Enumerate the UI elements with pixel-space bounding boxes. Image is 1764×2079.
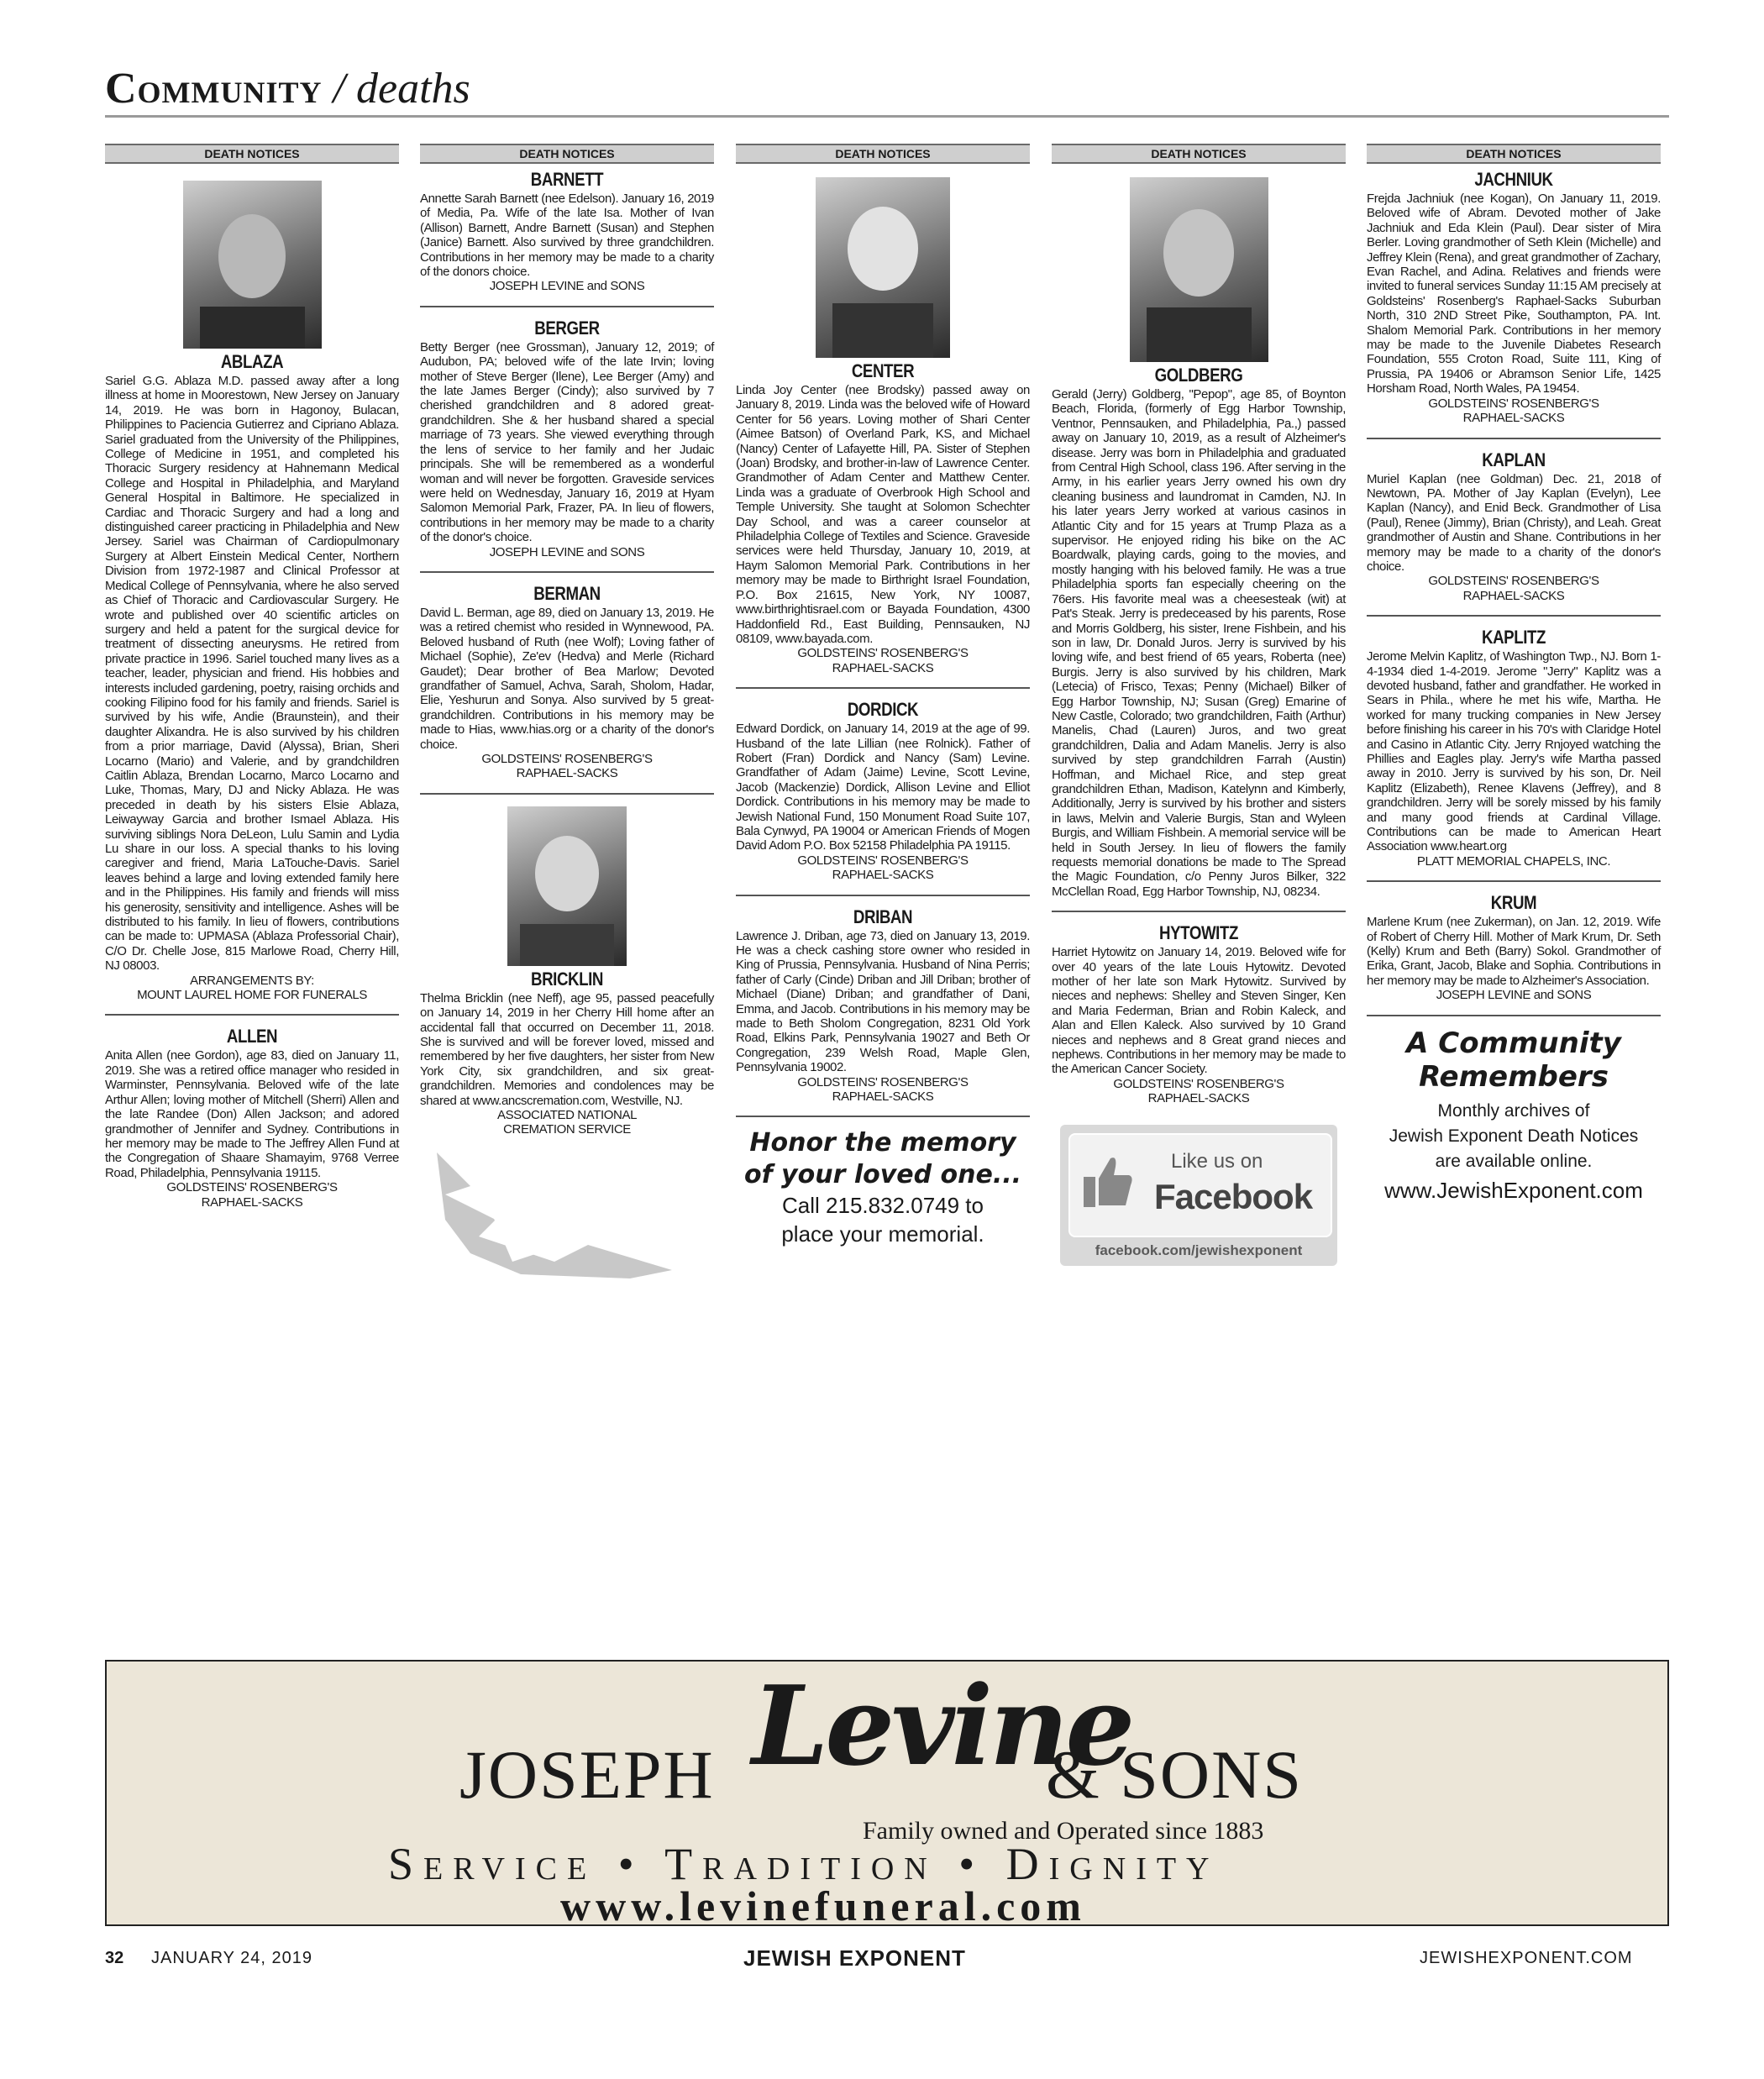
ablaza-photo xyxy=(183,181,322,349)
divider xyxy=(1367,438,1661,439)
obit-funeral-home: MOUNT LAUREL HOME FOR FUNERALS xyxy=(137,988,367,1003)
divider xyxy=(420,793,714,795)
section-slash: / xyxy=(333,65,345,113)
ad-levine-logo: Levine xyxy=(752,1662,1132,1790)
honor-memory-promo xyxy=(736,1127,1030,1248)
section-subtitle: deaths xyxy=(355,65,470,113)
obit-funeral-home: GOLDSTEINS' ROSENBERG'S xyxy=(166,1180,338,1195)
column-4 xyxy=(1052,144,1346,1266)
facebook-wordmark: Facebook xyxy=(1154,1176,1313,1216)
obit-text-ablaza: Sariel G.G. Ablaza M.D. passed away after a long illness at home in Moorestown, New Jersey on January 14, 2019. He was born in Hagonoy, Bulacan, Philippines to Paciencia Gutierrez and Cipriano Ablaza. Sariel graduated from the University of the Philippines, College of Medicine in 1951, and completed his Thoracic Surgery residency at Hahnemann Medical College and Hospital in Philadelphia, and Maryland General Hospital in Baltimore. He specialized in Cardiac and Thoracic Surgery and had a long and distinguished career practicing in Philadelphia and New Jersey. Sariel was Chairman of Cardiopulmonary Surgery at Albert Einstein Medical Center, Northern Division from 1972-1987 and Clinical Professor at Medical College of Pennsylvania, where he also served as Chief of Thoracic and Cardiovascular Surgery. He wrote and published over 40 scientific articles on surgery and held a patent for the surgical device for treatment of dissecting aneurysms. He retired from private practice in 1996. Sariel touched many lives as a teacher, leader, physician and friend. His hobbies and interests included gardening, poetry, raising orchids and cooking Filipino food for his family and friends. Sariel is survived by his wife, Andie (Braunstein), and their daughter Alixandra. He is also survived by his children from a prior marriage, David (Alyssa), Brian, Sheri Locarno (Mario) and Valerie, and by grandchildren Caitlin Ablaza, Brendan Locarno, Marco Locarno and Luke, Thomas, Mary, DJ and Nicky Ablaza. He was preceded in death by his sisters Elsie Ablaza, Leiwayway Garcia and brother Ismael Ablaza. His surviving siblings Nora DeLeon, Lulu Samin and Lydia Lu share in our loss. A special thanks to his loving caregiver and friend, Maria LaTouche-Davis. Sariel leaves behind a large and loving extended family here and in the Philippines. His family and friends will miss his generosity, sensitivity and intelligence. Ashes will be distributed to his family. In lieu of flowers, contributions can be made to: UPMASA (Ablaza Professorial Chair), C/O Dr. Chelle Jose, 815 Marlowe Road, Cherry Hill, NJ 08003. xyxy=(105,374,399,974)
remembers-text: Monthly archives of xyxy=(1437,1100,1590,1121)
facebook-like-text: Like us on xyxy=(1171,1149,1263,1173)
remembers-title: Remembers xyxy=(1419,1059,1609,1094)
obit-funeral-home: RAPHAEL-SACKS xyxy=(201,1194,303,1210)
center-photo xyxy=(816,177,950,358)
obit-text-dordick: Edward Dordick, on January 14, 2019 at the age of 99. Husband of the late Lillian (nee Rolnick). Father of Robert (Fran) Dordick and Nancy (Sam) Levine. Grandfather of Adam (Jaime) Levine, Scott Levine, Jacob (Mackenzie) Dordick, Allison Levine and Elliot Dordick. Contributions in his memory may be made to Jewish National Fund, 150 Monument Road Suite 107, Bala Cynwyd, PA 19004 or American Friends of Mogen David Adom P.O. Box 52158 Philadelphia PA 19115. xyxy=(736,722,1030,853)
obit-text-kaplitz: Jerome Melvin Kaplitz, of Washington Twp., NJ. Born 1-4-1934 died 1-4-2019. Jerome "Jerry" Kaplitz was a devoted husband, father and grandfather. He worked in Sears in Phila., where he met his wife, Martha. He worked for many trucking companies in New Jersey before finishing his career in his 70's with Claridge Hotel and Casino in Atlantic City. Jerry Rnjoyed watching the Phillies and Eagles play. Jerry's wife Martha passed away in 2010. Jerry is survived by his son, Dr. Neil Kaplitz (Elizabeth), Renee Klavens (Jeffrey), and 8 grandchildren. Jerry will be sorely missed by his family and many good friends at Cardinal Village. Contributions can be made to American Heart Association www.heart.org xyxy=(1367,649,1661,854)
obit-funeral-home: JOSEPH LEVINE and SONS xyxy=(489,279,645,294)
obit-name-jachniuk: JACHNIUK xyxy=(1474,169,1553,190)
obit-name-barnett: BARNETT xyxy=(530,169,604,190)
obit-funeral-home: GOLDSTEINS' ROSENBERG'S xyxy=(797,853,969,868)
facebook-panel xyxy=(1068,1133,1332,1237)
divider xyxy=(736,687,1030,689)
obit-funeral-home: GOLDSTEINS' ROSENBERG'S xyxy=(1428,574,1599,589)
issue-date: JANUARY 24, 2019 xyxy=(151,1949,313,1967)
obit-funeral-home: GOLDSTEINS' ROSENBERG'S xyxy=(797,646,969,661)
obit-text-berman: David L. Berman, age 89, died on January 13, 2019. He was a retired chemist who resided in Wynnewood, PA. Beloved husband of Ruth (nee Wolf); Loving father of Michael (Sophie), Ze'ev (Hedva) and Merle (Richard Gaudet); Dear brother of Bea Marlow; Devoted grandfather of Samuel, Achva, Sarah, Sholom, Hadar, Elie, Yeshurun and Sonya. Also survived by 5 great-grandchildren. Contributions in his memory may be made to Hias, www.hias.org or a charity of the donor's choice. xyxy=(420,605,714,752)
column-header: DEATH NOTICES xyxy=(1367,144,1661,164)
divider xyxy=(105,1014,399,1016)
obit-funeral-home: GOLDSTEINS' ROSENBERG'S xyxy=(1113,1076,1284,1091)
divider xyxy=(420,306,714,307)
levine-funeral-ad xyxy=(105,1660,1669,1929)
obit-name-ablaza: ABLAZA xyxy=(220,351,284,372)
obit-funeral-home: JOSEPH LEVINE and SONS xyxy=(489,544,645,559)
ad-sons: & SONS xyxy=(1046,1736,1303,1813)
obit-text-driban: Lawrence J. Driban, age 73, died on January 13, 2019. He was a check cashing store owner who resided in King of Prussia, Pennsylvania. Husband of Nina Perris; father of Carly (Cinde) Driban and Jill Driban; brother of Michael (Diane) Driban; and grandfather of Dani, Emma, and Jacob. Contributions in his memory may be made to Beth Sholom Congregation, 8231 Old York Road, Elkins Park, Pennsylvania 19027 and Beth Or Congregation, 239 Welsh Road, Maple Glen, Pennsylvania 19002. xyxy=(736,928,1030,1075)
obit-name-kaplan: KAPLAN xyxy=(1482,449,1546,470)
obit-funeral-home: RAPHAEL-SACKS xyxy=(1462,411,1565,426)
divider xyxy=(1367,880,1661,882)
obit-funeral-home: RAPHAEL-SACKS xyxy=(832,660,934,675)
column-2 xyxy=(420,144,714,1287)
honor-headline: of your loved one... xyxy=(743,1160,1022,1190)
remembers-text: Jewish Exponent Death Notices xyxy=(1389,1126,1639,1146)
obit-text-kaplan: Muriel Kaplan (nee Goldman) Dec. 21, 2018 of Newtown, PA. Mother of Jay Kaplan (Evelyn), Lee Kaplan (Nancy), and Enid Beck. Grandmother of Lisa (Paul), Renee (Jimmy), Brian (Christy), and Leah. Great grandmother of Austin and Shane. Contributions in her memory may be made to a charity of the donor's choice. xyxy=(1367,471,1661,574)
ad-since: Family owned and Operated since 1883 xyxy=(863,1817,1264,1845)
honor-phone: Call 215.832.0749 to xyxy=(782,1193,984,1219)
obit-funeral-home: GOLDSTEINS' ROSENBERG'S xyxy=(1428,396,1599,411)
obit-funeral-home: RAPHAEL-SACKS xyxy=(832,1089,934,1105)
column-header: DEATH NOTICES xyxy=(420,144,714,164)
section-title: Community xyxy=(105,65,323,113)
honor-text: place your memorial. xyxy=(781,1221,984,1247)
facebook-promo[interactable] xyxy=(1060,1125,1337,1266)
obit-name-center: CENTER xyxy=(851,360,915,381)
remembers-title: A Community xyxy=(1406,1026,1621,1060)
obit-funeral-home: RAPHAEL-SACKS xyxy=(1147,1091,1250,1106)
column-header: DEATH NOTICES xyxy=(105,144,399,164)
column-1 xyxy=(105,144,399,1210)
column-header: DEATH NOTICES xyxy=(736,144,1030,164)
divider xyxy=(1367,615,1661,617)
bricklin-photo xyxy=(507,806,627,966)
column-5 xyxy=(1367,144,1661,1206)
obit-name-allen: ALLEN xyxy=(226,1026,278,1047)
page-number: 32 xyxy=(105,1949,124,1967)
obit-name-bricklin: BRICKLIN xyxy=(531,968,603,990)
obit-text-krum: Marlene Krum (nee Zukerman), on Jan. 12, 2019. Wife of Robert of Cherry Hill. Mother of Mark Krum, Dr. Seth (Kelly) Krum and Beth (Barry) Sokol. Grandmother of Erika, Grant, Jacob, Blake and Sophia. Contributions in her memory may be made to Alzheimer's Association. xyxy=(1367,915,1661,988)
section-header xyxy=(105,64,470,113)
remembers-text: are available online. xyxy=(1435,1151,1593,1171)
remembers-url[interactable]: www.JewishExponent.com xyxy=(1384,1177,1643,1203)
obit-funeral-home: RAPHAEL-SACKS xyxy=(516,766,618,781)
obit-text-berger: Betty Berger (nee Grossman), January 12, 2019; of Audubon, PA; beloved wife of the late Irvin; loving mother of Steve Berger (Ilene), Lee Berger (Amy) and the late James Berger (Cindy); also survived by 7 cherished grandchildren and 8 adored great-grandchildren. She & her husband shared a special marriage of 73 years. She viewed everything through the lens of service to her family and her Judaic principals. She will be remembered as a wonderful woman and will never be forgotten. Graveside services were held on Wednesday, January 16, 2019 at Hyam Salomon Memorial Park, Frazer, PA. In lieu of flowers, contributions in her memory may be made to a charity of the donor's choice. xyxy=(420,339,714,545)
obit-name-kaplitz: KAPLITZ xyxy=(1482,627,1546,648)
obit-text-bricklin: Thelma Bricklin (nee Neff), age 95, passed peacefully on January 14, 2019 in her Cherry Hill home after an accidental fall that occurred on December 11, 2018. She is survived and will be forever loved, missed and remembered by her five daughters, her sister from New York City, six grandchildren, and six great-grandchildren. Memories and condolences may be shared at www.ancscremation.com, Westville, NJ. xyxy=(420,990,714,1108)
column-3 xyxy=(736,144,1030,1248)
obit-text-goldberg: Gerald (Jerry) Goldberg, "Pepop", age 85, of Boynton Beach, Florida, (formerly of Egg Harbor Township, Ventnor, Pennsauken, and Philadelphia, Pa.,) passed away on January 10, 2019, as a result of Alzheimer's disease. Jerry was born in Philadelphia and graduated from Central High School, class 196. After serving in the Army, in his earlier years Jerry owned his own dry cleaning business and laundromat in Camden, NJ. In his later years Jerry worked at various casinos in Atlantic City and for 15 years at Trump Plaza as a supervisor. He enjoyed riding his bike on the AC Boardwalk, playing cards, going to the movies, and mostly hanging with his beloved family. He was a true Philadelphia sports fan especially cheering on the 76ers. His favorite meal was a cheesesteak (wit) at Pat's Steak. Jerry is predeceased by his parents, Rose and Morris Goldberg, his sister, Irene Fishbein, and his son in law, Dr. Donald Juros. Jerry is survived by his loving wife, and best friend of 65 years, Roberta (nee) Burgis. Jerry is also survived by his children, Mark (Letecia) of Frisco, Texas; Penny (Michael) Bilker of Egg Harbor Township, NJ; Susan (Greg) Emarine of New Castle, Colorado; two grandchildren, Faith (Arthur) Manelis, Chad (Lauren) Juros, and two great grandchildren, Dalia and Adam Manelis. Jerry is also survived by step grandchildren Farrah (Austin) Hoffman, and Michael Rice, and step great grandchildren Ethan, Madison, Katelynn and Kimberly, Additionally, Jerry is survived by his brother and sisters in laws, Melvin and Valerie Burgis, Stan and Wyleen Burgis, and William Fishbein. A memorial service will be held in South Jersey. In lieu of flowers the family requests memorial donations be made to The Spread the Magic Foundation, c/o Penny Juros Bilker, 322 McClellan Road, Egg Harbor Township, NJ, 08234. xyxy=(1052,387,1346,899)
obit-funeral-home: JOSEPH LEVINE and SONS xyxy=(1436,988,1592,1003)
community-remembers-promo xyxy=(1367,1026,1661,1206)
header-rule xyxy=(105,115,1669,118)
obit-text-hytowitz: Harriet Hytowitz on January 14, 2019. Beloved wife for over 40 years of the late Louis Hytowitz. Devoted mother of her late son Mark Hytowitz. Survived by nieces and nephews: Shelley and Steven Singer, Ken and Maria Federman, Brian and Robin Kaleck, and Alan and Ellen Kaleck. Also survived by 10 Grand nieces and nephews and 8 Great grand nieces and nephews. Contributions in her memory may be made to the American Cancer Society. xyxy=(1052,945,1346,1077)
facebook-url[interactable]: facebook.com/jewishexponent xyxy=(1095,1242,1303,1258)
divider xyxy=(1367,1015,1661,1016)
obit-name-berman: BERMAN xyxy=(533,582,601,604)
obit-name-goldberg: GOLDBERG xyxy=(1154,365,1243,386)
thumbs-up-icon xyxy=(1082,1152,1134,1210)
obit-name-hytowitz: HYTOWITZ xyxy=(1159,922,1238,944)
goldberg-photo xyxy=(1130,177,1268,362)
honor-headline: Honor the memory xyxy=(749,1128,1016,1158)
obit-name-dordick: DORDICK xyxy=(847,699,919,721)
obit-funeral-home: ARRANGEMENTS BY: xyxy=(190,973,314,988)
site-url[interactable]: JEWISHEXPONENT.COM xyxy=(1420,1949,1633,1967)
obit-funeral-home: RAPHAEL-SACKS xyxy=(832,868,934,883)
divider xyxy=(420,571,714,573)
obit-text-jachniuk: Frejda Jachniuk (nee Kogan), On January 11, 2019. Beloved wife of Abram. Devoted mother of Jake Jachniuk and Eda Klein (Paul). Dear sister of Mira Berler. Loving grandmother of Seth Klein (Michelle) and Jeffrey Klein (Rena), and great grandmother of Zachary, Evan Rachel, and Adina. Relatives and friends were invited to funeral services Sunday 11:15 AM precisely at Goldsteins' Rosenberg's Raphael-Sacks Suburban North, 310 2ND Street Pike, Southampton, PA. Int. Shalom Memorial Park. Contributions in her memory may be made to the Juvenile Diabetes Research Foundation, 555 Croton Road, Suite 111, King of Prussia, PA 19406 or Abramson Senior Life, 1425 Horsham Road, North Wales, PA 19454. xyxy=(1367,192,1661,396)
obit-funeral-home: ASSOCIATED NATIONAL xyxy=(496,1108,638,1123)
star-of-david-graphic xyxy=(420,1144,689,1287)
obit-text-barnett: Annette Sarah Barnett (nee Edelson). January 16, 2019 of Media, Pa. Wife of the late Isa. Mother of Ivan (Allison) Barnett, Andre Barnett (Susan) and Stephen (Janice) Barnett. Also survived by three grandchildren. Contributions in her memory may be made to a charity of the donors choice. xyxy=(420,192,714,280)
obit-name-krum: KRUM xyxy=(1490,892,1537,914)
ad-url[interactable]: www.levinefuneral.com xyxy=(560,1882,1086,1929)
obit-text-allen: Anita Allen (nee Gordon), age 83, died on January 11, 2019. She was a retired office manager who resided in Warminster, Pennsylvania. Beloved wife of the late Arthur Allen; loving mother of Mitchell (Sherri) Allen and the late Randee (Don) Allen Jackson; and adored grandmother of Jennifer and Sydney. Contributions in her memory may be made to The Jeffrey Allen Fund at the Congregation of Shaare Shamayim, 9768 Verree Road, Philadelphia, Pennsylvania 19115. xyxy=(105,1048,399,1180)
divider xyxy=(736,1116,1030,1117)
obit-funeral-home: GOLDSTEINS' ROSENBERG'S xyxy=(797,1074,969,1089)
obit-funeral-home: CREMATION SERVICE xyxy=(503,1122,631,1137)
column-header: DEATH NOTICES xyxy=(1052,144,1346,164)
obit-name-driban: DRIBAN xyxy=(853,906,913,927)
obit-funeral-home: RAPHAEL-SACKS xyxy=(1462,588,1565,603)
obit-funeral-home: PLATT MEMORIAL CHAPELS, INC. xyxy=(1416,853,1611,869)
obit-text-center: Linda Joy Center (nee Brodsky) passed away on January 8, 2019. Linda was the beloved wife of Howard Center for 56 years. Loving mother of Shari Center (Aimee Batson) of Overland Park, KS, and Michael (Nancy) Center of Lafayette Hill, PA. Sister of Stephen (Joan) Brodsky, and brother-in-law of Lawrence Center. Grandmother of Adam Center and Matthew Center. Linda was a graduate of Overbrook High School and Temple University. She taught at Solomon Schechter Day School, and was a career counselor at Philadelphia College of Textiles and Science. Graveside services were held Thursday, January 10, 2019, at Haym Salomon Memorial Park. Contributions in her memory may be made to Birthright Israel Foundation, P.O. Box 21615, New York, NY 10087, www.birthrightisrael.com or Bayada Foundation, 4300 Haddonfield Rd., East Building, Pennsauken, NJ 08109, www.bayada.com. xyxy=(736,383,1030,646)
divider xyxy=(736,895,1030,896)
ad-tagline: Service • Tradition • Dignity xyxy=(388,1839,1220,1889)
ad-joseph: JOSEPH xyxy=(459,1736,715,1813)
obit-name-berger: BERGER xyxy=(534,317,600,339)
divider xyxy=(1052,911,1346,912)
obit-funeral-home: GOLDSTEINS' ROSENBERG'S xyxy=(481,752,653,766)
publication-name: JEWISH EXPONENT xyxy=(743,1945,966,1971)
